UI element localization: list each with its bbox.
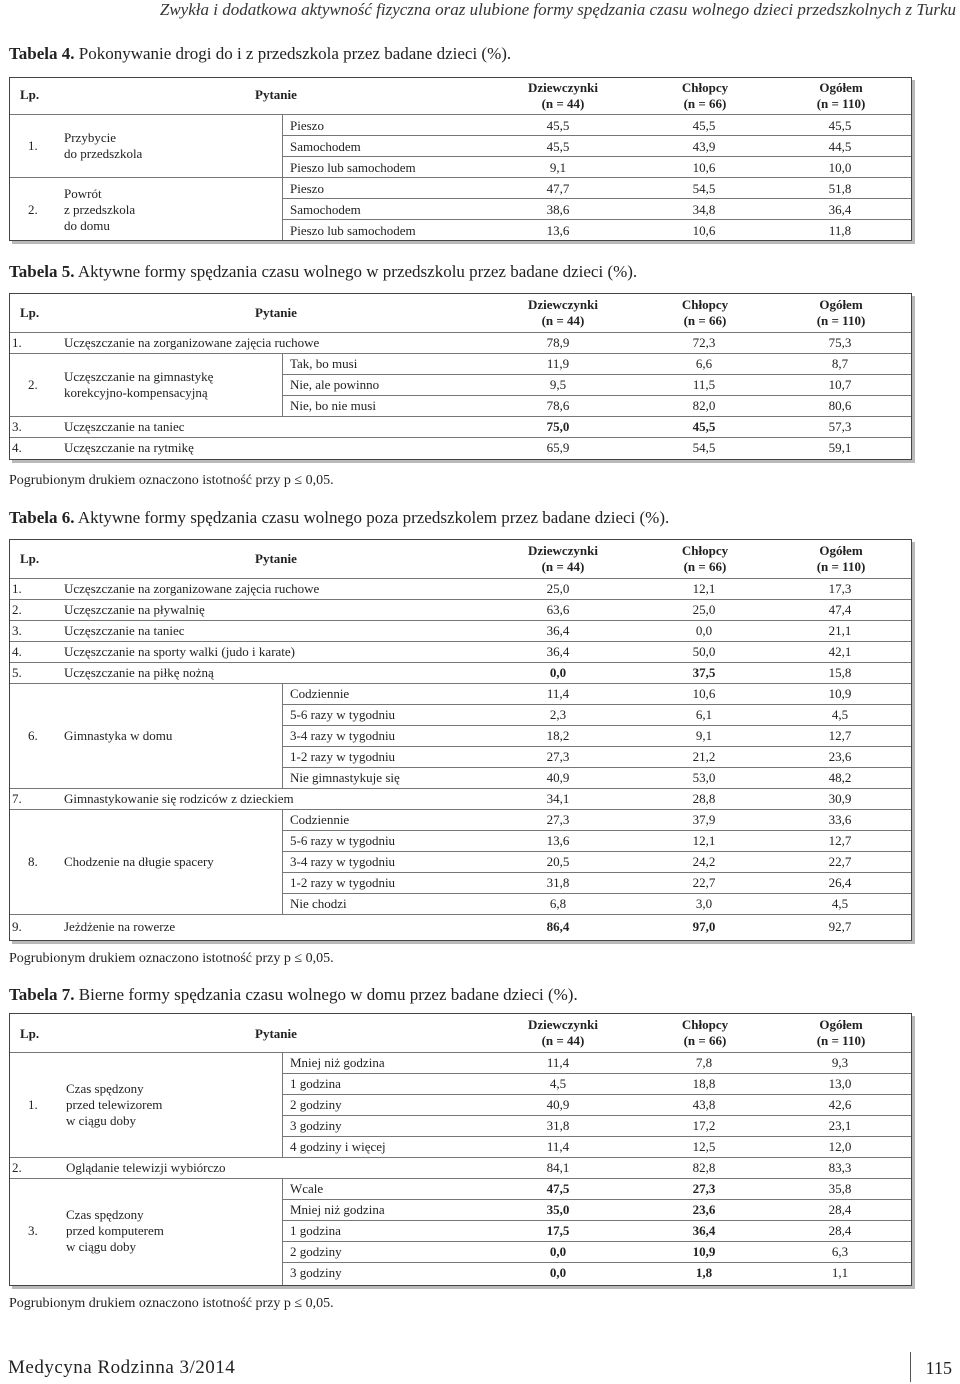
value-total: 80,6	[828, 398, 852, 413]
value-total: 11,8	[828, 223, 852, 238]
table-7-note: Pogrubionym drukiem oznaczono istotność przy p ≤ 0,05.	[9, 1296, 334, 1311]
value-total: 75,3	[828, 335, 852, 350]
row-question: Uczęszczanie na taniec	[64, 419, 185, 434]
value-girls: 2,3	[549, 707, 567, 722]
table-5-caption: Tabela 5. Aktywne formy spędzania czasu wolnego w przedszkolu przez badane dzieci (%).	[9, 262, 638, 281]
value-boys: 22,7	[692, 875, 716, 890]
value-total: 26,4	[828, 875, 852, 890]
value-total: 28,4	[828, 1202, 852, 1217]
answer-label: Mniej niż godzina	[290, 1202, 385, 1217]
value-boys: 12,1	[692, 833, 716, 848]
row-lp: 6.	[28, 728, 38, 743]
answer-label: Pieszo	[290, 118, 324, 133]
col-total: Ogółem (n = 110)	[816, 543, 866, 574]
value-total: 23,6	[828, 749, 852, 764]
answer-label: 1 godzina	[290, 1223, 341, 1238]
value-boys: 28,8	[692, 791, 716, 806]
value-girls: 75,0	[546, 419, 570, 434]
value-boys: 0,0	[695, 623, 713, 638]
col-girls: Dziewczynki (n = 44)	[527, 1017, 599, 1048]
row-question: Czas spędzony przed telewizorem w ciągu doby	[66, 1081, 163, 1128]
value-girls: 6,8	[549, 896, 567, 911]
value-girls: 17,5	[546, 1223, 570, 1238]
row-question: Gimnastykowanie się rodziców z dzieckiem	[64, 791, 294, 806]
row-question: Uczęszczanie na pływalnię	[64, 602, 205, 617]
answer-label: 3-4 razy w tygodniu	[290, 854, 396, 869]
value-boys: 82,8	[692, 1160, 716, 1175]
value-boys: 6,6	[695, 356, 713, 371]
value-girls: 36,4	[546, 644, 570, 659]
row-lp: 4.	[12, 440, 22, 455]
value-girls: 45,5	[546, 118, 570, 133]
value-total: 12,0	[828, 1139, 852, 1154]
value-girls: 27,3	[546, 812, 570, 827]
value-total: 51,8	[828, 181, 852, 196]
row-question: Gimnastyka w domu	[64, 728, 173, 743]
value-boys: 12,1	[692, 581, 716, 596]
row-lp: 9.	[12, 919, 22, 934]
row-question: Uczęszczanie na piłkę nożną	[64, 665, 214, 680]
value-boys: 82,0	[692, 398, 716, 413]
col-boys: Chłopcy (n = 66)	[681, 543, 729, 574]
value-girls: 13,6	[546, 833, 570, 848]
table-4-caption: Tabela 4. Pokonywanie drogi do i z przedszkola przez badane dzieci (%).	[9, 44, 512, 63]
value-girls: 65,9	[546, 440, 570, 455]
row-question: Oglądanie telewizji wybiórczo	[66, 1160, 226, 1175]
value-boys: 36,4	[692, 1223, 716, 1238]
value-boys: 37,9	[692, 812, 716, 827]
row-question: Powrót z przedszkola do domu	[64, 186, 136, 233]
value-girls: 20,5	[546, 854, 570, 869]
value-total: 47,4	[828, 602, 852, 617]
value-girls: 0,0	[549, 1265, 567, 1280]
value-boys: 10,6	[692, 686, 716, 701]
answer-label: Wcale	[290, 1181, 324, 1196]
value-total: 28,4	[828, 1223, 852, 1238]
answer-label: Codziennie	[290, 812, 350, 827]
value-girls: 78,6	[546, 398, 570, 413]
value-total: 4,5	[831, 896, 849, 911]
row-lp: 5.	[12, 665, 22, 680]
value-girls: 13,6	[546, 223, 570, 238]
value-girls: 40,9	[546, 1097, 570, 1112]
value-boys: 97,0	[692, 919, 716, 934]
row-lp: 2.	[12, 1160, 22, 1175]
answer-label: Codziennie	[290, 686, 350, 701]
table-6	[9, 539, 912, 941]
row-lp: 1.	[28, 138, 38, 153]
value-boys: 1,8	[695, 1265, 713, 1280]
row-question: Uczęszczanie na taniec	[64, 623, 185, 638]
value-total: 10,7	[828, 377, 852, 392]
value-total: 1,1	[831, 1265, 849, 1280]
col-lp: Lp.	[20, 87, 40, 102]
value-girls: 38,6	[546, 202, 570, 217]
row-question: Uczęszczanie na zorganizowane zajęcia ruchowe	[64, 335, 320, 350]
value-total: 22,7	[828, 854, 852, 869]
col-boys: Chłopcy (n = 66)	[681, 297, 729, 328]
answer-label: 1 godzina	[290, 1076, 341, 1091]
row-lp: 1.	[28, 1097, 38, 1112]
row-question: Uczęszczanie na sporty walki (judo i karate)	[64, 644, 296, 659]
value-boys: 37,5	[692, 665, 716, 680]
value-girls: 9,5	[549, 377, 567, 392]
value-total: 42,1	[828, 644, 852, 659]
row-lp: 7.	[12, 791, 22, 806]
value-boys: 54,5	[692, 440, 716, 455]
col-total: Ogółem (n = 110)	[816, 80, 866, 111]
col-boys: Chłopcy (n = 66)	[681, 80, 729, 111]
row-lp: 4.	[12, 644, 22, 659]
value-total: 33,6	[828, 812, 852, 827]
answer-label: 4 godziny i więcej	[290, 1139, 386, 1154]
row-question: Czas spędzony przed komputerem w ciągu doby	[66, 1207, 164, 1254]
col-boys: Chłopcy (n = 66)	[681, 1017, 729, 1048]
answer-label: Nie, ale powinno	[290, 377, 380, 392]
value-total: 59,1	[828, 440, 852, 455]
row-lp: 3.	[12, 419, 22, 434]
value-girls: 0,0	[549, 1244, 567, 1259]
value-girls: 84,1	[546, 1160, 570, 1175]
value-boys: 54,5	[692, 181, 716, 196]
row-lp: 1.	[12, 581, 22, 596]
value-girls: 45,5	[546, 139, 570, 154]
value-boys: 9,1	[695, 728, 713, 743]
value-boys: 27,3	[692, 1181, 716, 1196]
col-question: Pytanie	[255, 87, 297, 102]
value-total: 57,3	[828, 419, 852, 434]
row-lp: 2.	[12, 602, 22, 617]
value-boys: 45,5	[692, 118, 716, 133]
value-total: 15,8	[828, 665, 852, 680]
row-lp: 3.	[12, 623, 22, 638]
value-boys: 18,8	[692, 1076, 716, 1091]
footer-divider	[910, 1352, 911, 1382]
value-total: 92,7	[828, 919, 852, 934]
value-total: 17,3	[828, 581, 852, 596]
value-girls: 11,4	[546, 686, 570, 701]
value-total: 36,4	[828, 202, 852, 217]
value-girls: 40,9	[546, 770, 570, 785]
value-total: 9,3	[831, 1055, 849, 1070]
row-lp: 3.	[28, 1223, 38, 1238]
value-boys: 12,5	[692, 1139, 716, 1154]
col-total: Ogółem (n = 110)	[816, 297, 866, 328]
table-6-note: Pogrubionym drukiem oznaczono istotność przy p ≤ 0,05.	[9, 951, 334, 966]
col-lp: Lp.	[20, 305, 40, 320]
answer-label: 5-6 razy w tygodniu	[290, 707, 396, 722]
value-boys: 53,0	[692, 770, 716, 785]
table-5	[9, 293, 912, 460]
value-boys: 7,8	[695, 1055, 713, 1070]
value-girls: 25,0	[546, 581, 570, 596]
page-number: 115	[925, 1358, 952, 1378]
answer-label: Pieszo lub samochodem	[290, 160, 416, 175]
value-girls: 63,6	[546, 602, 570, 617]
value-total: 35,8	[828, 1181, 852, 1196]
value-girls: 11,4	[546, 1139, 570, 1154]
value-boys: 3,0	[695, 896, 713, 911]
value-total: 10,9	[828, 686, 852, 701]
answer-label: Pieszo lub samochodem	[290, 223, 416, 238]
col-question: Pytanie	[255, 551, 297, 566]
value-boys: 6,1	[695, 707, 713, 722]
row-question: Chodzenie na długie spacery	[64, 854, 214, 869]
answer-label: Samochodem	[290, 202, 361, 217]
col-girls: Dziewczynki (n = 44)	[527, 297, 599, 328]
value-total: 23,1	[828, 1118, 852, 1133]
answer-label: Mniej niż godzina	[290, 1055, 385, 1070]
value-boys: 50,0	[692, 644, 716, 659]
answer-label: 3 godziny	[290, 1265, 342, 1280]
row-question: Przybycie do przedszkola	[64, 130, 143, 161]
value-girls: 47,5	[546, 1181, 570, 1196]
value-girls: 18,2	[546, 728, 570, 743]
row-question: Uczęszczanie na gimnastykę korekcyjno-kompensacyjną	[64, 369, 214, 400]
answer-label: Samochodem	[290, 139, 361, 154]
row-lp: 2.	[28, 202, 38, 217]
col-lp: Lp.	[20, 551, 40, 566]
col-question: Pytanie	[255, 1026, 297, 1041]
answer-label: 5-6 razy w tygodniu	[290, 833, 396, 848]
col-total: Ogółem (n = 110)	[816, 1017, 866, 1048]
value-total: 48,2	[828, 770, 852, 785]
value-total: 30,9	[828, 791, 852, 806]
answer-label: 3-4 razy w tygodniu	[290, 728, 396, 743]
value-girls: 11,9	[546, 356, 570, 371]
value-girls: 86,4	[546, 919, 570, 934]
row-lp: 1.	[12, 335, 22, 350]
value-girls: 11,4	[546, 1055, 570, 1070]
value-boys: 43,8	[692, 1097, 716, 1112]
value-total: 12,7	[828, 833, 852, 848]
answer-label: 3 godziny	[290, 1118, 342, 1133]
value-boys: 34,8	[692, 202, 716, 217]
row-lp: 2.	[28, 377, 38, 392]
row-question: Uczęszczanie na rytmikę	[64, 440, 194, 455]
value-boys: 10,9	[692, 1244, 716, 1259]
answer-label: 2 godziny	[290, 1097, 342, 1112]
value-total: 13,0	[828, 1076, 852, 1091]
table-7-caption: Tabela 7. Bierne formy spędzania czasu wolnego w domu przez badane dzieci (%).	[9, 985, 578, 1004]
value-total: 21,1	[828, 623, 852, 638]
value-boys: 17,2	[692, 1118, 716, 1133]
table-7	[9, 1013, 912, 1286]
value-girls: 47,7	[546, 181, 570, 196]
value-total: 10,0	[828, 160, 852, 175]
answer-label: Pieszo	[290, 181, 324, 196]
value-total: 6,3	[831, 1244, 849, 1259]
col-lp: Lp.	[20, 1026, 40, 1041]
answer-label: Tak, bo musi	[290, 356, 358, 371]
table-6-caption: Tabela 6. Aktywne formy spędzania czasu wolnego poza przedszkolem przez badane dzieci (%).	[9, 508, 670, 527]
col-question: Pytanie	[255, 305, 297, 320]
value-girls: 0,0	[549, 665, 567, 680]
value-total: 44,5	[828, 139, 852, 154]
value-girls: 78,9	[546, 335, 570, 350]
value-total: 83,3	[828, 1160, 852, 1175]
value-girls: 31,8	[546, 1118, 570, 1133]
table-4	[9, 77, 912, 241]
answer-label: Nie gimnastykuje się	[290, 770, 400, 785]
value-boys: 10,6	[692, 223, 716, 238]
value-girls: 27,3	[546, 749, 570, 764]
table-5-note: Pogrubionym drukiem oznaczono istotność przy p ≤ 0,05.	[9, 473, 334, 488]
value-total: 42,6	[828, 1097, 852, 1112]
answer-label: 1-2 razy w tygodniu	[290, 875, 396, 890]
value-boys: 72,3	[692, 335, 716, 350]
running-head: Zwykła i dodatkowa aktywność fizyczna oraz ulubione formy spędzania czasu wolnego dzieci przedszkolnych z Turku	[159, 0, 956, 19]
col-girls: Dziewczynki (n = 44)	[527, 80, 599, 111]
col-girls: Dziewczynki (n = 44)	[527, 543, 599, 574]
value-girls: 35,0	[546, 1202, 570, 1217]
row-lp: 8.	[28, 854, 38, 869]
value-girls: 36,4	[546, 623, 570, 638]
value-boys: 24,2	[692, 854, 716, 869]
value-girls: 4,5	[549, 1076, 567, 1091]
value-girls: 34,1	[546, 791, 570, 806]
row-question: Uczęszczanie na zorganizowane zajęcia ruchowe	[64, 581, 320, 596]
value-total: 4,5	[831, 707, 849, 722]
journal-footer: Medycyna Rodzinna 3/2014	[8, 1357, 236, 1378]
value-girls: 31,8	[546, 875, 570, 890]
value-boys: 43,9	[692, 139, 716, 154]
answer-label: 2 godziny	[290, 1244, 342, 1259]
value-total: 12,7	[828, 728, 852, 743]
value-boys: 11,5	[692, 377, 716, 392]
row-question: Jeżdżenie na rowerze	[64, 919, 176, 934]
value-boys: 25,0	[692, 602, 716, 617]
answer-label: Nie, bo nie musi	[290, 398, 376, 413]
value-girls: 9,1	[549, 160, 567, 175]
value-boys: 45,5	[692, 419, 716, 434]
value-total: 45,5	[828, 118, 852, 133]
answer-label: Nie chodzi	[290, 896, 347, 911]
value-boys: 21,2	[692, 749, 716, 764]
value-boys: 10,6	[692, 160, 716, 175]
value-boys: 23,6	[692, 1202, 716, 1217]
answer-label: 1-2 razy w tygodniu	[290, 749, 396, 764]
value-total: 8,7	[831, 356, 849, 371]
